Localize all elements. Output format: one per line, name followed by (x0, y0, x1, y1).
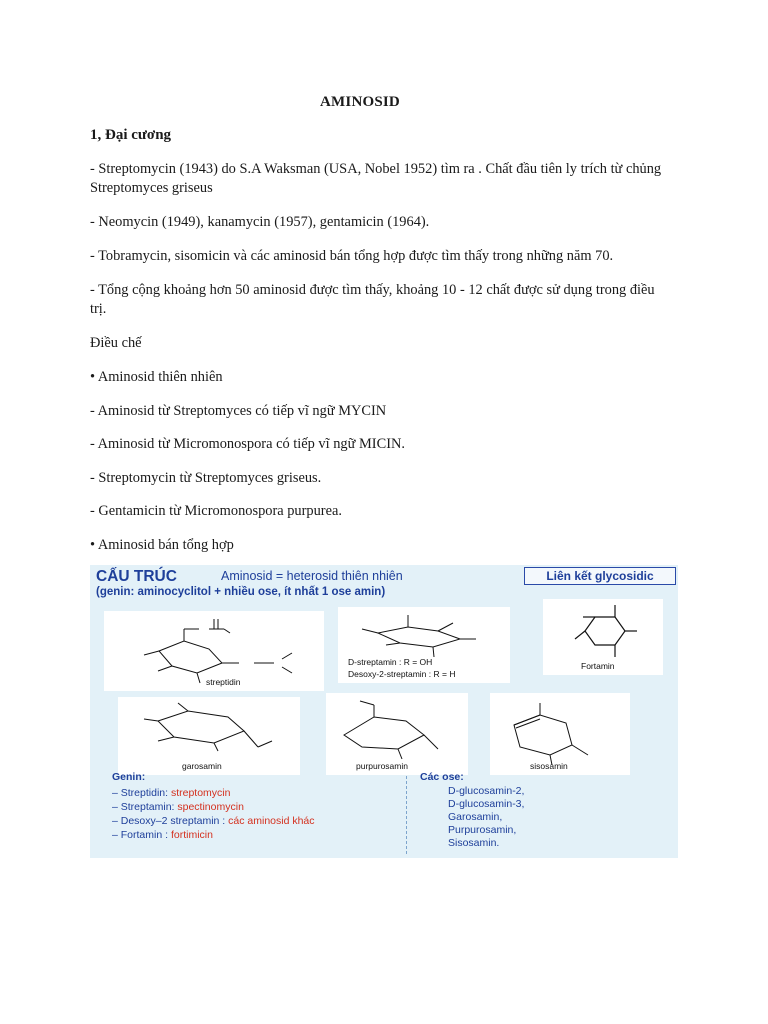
paragraph-neomycin: - Neomycin (1949), kanamycin (1957), gentamicin (1964). (90, 214, 430, 230)
genin-name: – Fortamin : (112, 829, 171, 841)
figure-title-rest: Aminosid = heterosid thiên nhiên (221, 569, 403, 583)
garosamin-label: garosamin (182, 761, 222, 771)
genin-name: – Desoxy–2 streptamin : (112, 815, 229, 827)
document-title: AMINOSID (320, 94, 400, 110)
genin-value: streptomycin (170, 787, 231, 799)
ose-item: Sisosamin. (448, 837, 500, 849)
streptidin-label: streptidin (206, 677, 241, 687)
streptamin-label-2: Desoxy-2-streptamin : R = H (348, 669, 456, 679)
paragraph-tobramycin: - Tobramycin, sisomicin và các aminosid bán tổng hợp được tìm thấy trong những năm 70. (90, 248, 614, 264)
paragraph-dieu-che: Điều chế (90, 335, 142, 351)
paragraph-micin: - Aminosid từ Micromonospora có tiếp vĩ ngữ MICIN. (90, 436, 405, 452)
garosamin-structure (118, 697, 300, 775)
bullet-semisynthetic: • Aminosid bán tổng hợp (90, 537, 234, 553)
genin-value: spectinomycin (177, 801, 244, 813)
ose-item: D-glucosamin-2, (448, 785, 525, 797)
glycosidic-badge: Liên kết glycosidic (524, 567, 676, 585)
ose-item: Purpurosamin, (448, 824, 517, 836)
genin-name: – Streptamin: (112, 801, 178, 813)
genin-row (112, 801, 244, 813)
genin-name: – Streptidin: (112, 787, 171, 799)
section-heading: 1, Đại cương (90, 127, 172, 143)
paragraph-streptomyces: - Streptomycin từ Streptomyces griseus. (90, 470, 322, 486)
ose-item: D-glucosamin-3, (448, 798, 525, 810)
genin-row (112, 787, 230, 799)
purpurosamin-label: purpurosamin (356, 761, 408, 771)
ose-item: Garosamin, (448, 811, 503, 823)
streptamin-structure (338, 607, 510, 683)
paragraph-gentamicin: - Gentamicin từ Micromonospora purpurea. (90, 503, 342, 519)
sisosamin-structure (490, 693, 630, 775)
figure-subtitle: (genin: aminocyclitol + nhiều ose, ít nhất 1 ose amin) (96, 586, 386, 598)
paragraph-mycin: - Aminosid từ Streptomyces có tiếp vĩ ngữ MYCIN (90, 403, 387, 419)
genin-row (112, 815, 315, 827)
streptamin-label-1: D-streptamin : R = OH (348, 657, 433, 667)
paragraph-streptomycin: - Streptomycin (1943) do S.A Waksman (USA, Nobel 1952) tìm ra . Chất đầu tiên ly trích từ chủng Streptomyces griseus (90, 161, 662, 196)
genin-value: các aminosid khác (228, 815, 315, 827)
streptidin-structure (104, 611, 324, 691)
genin-heading: Genin: (112, 771, 146, 783)
genin-value: fortimicin (170, 829, 213, 841)
figure-divider (406, 776, 407, 854)
genin-row (112, 829, 213, 841)
bullet-natural: • Aminosid thiên nhiên (90, 369, 223, 385)
fortamin-structure (543, 599, 663, 675)
sisosamin-label: sisosamin (530, 761, 568, 771)
figure-title: CẤU TRÚC (96, 568, 177, 585)
purpurosamin-structure (326, 693, 468, 775)
paragraph-total: - Tổng cộng khoảng hơn 50 aminosid được tìm thấy, khoảng 10 - 12 chất được sử dụng trong điều trị. (90, 282, 655, 317)
fortamin-label: Fortamin (581, 661, 615, 671)
structure-figure (90, 565, 678, 858)
ose-heading: Các ose: (420, 771, 464, 783)
